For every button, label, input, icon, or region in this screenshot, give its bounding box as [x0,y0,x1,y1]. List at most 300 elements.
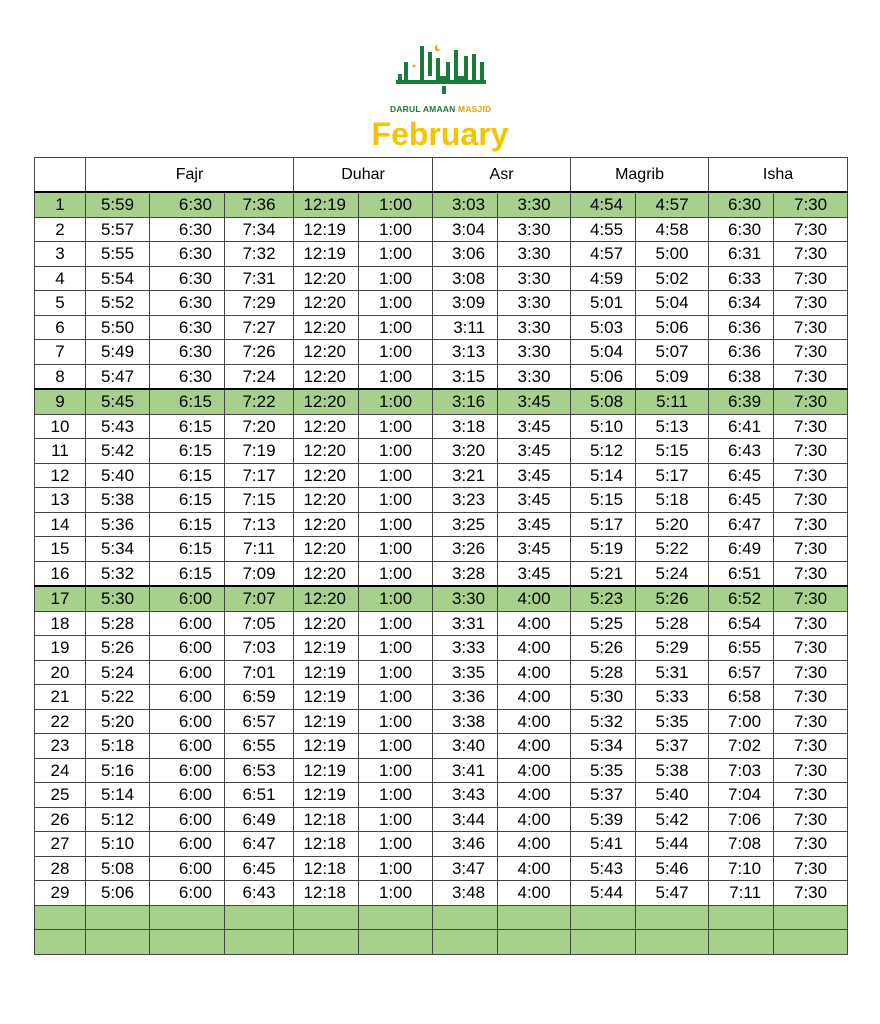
cell-day: 3 [35,242,86,267]
cell-duhar-1: 12:20 [294,512,359,537]
cell-fajr-1: 5:14 [86,783,150,808]
empty-cell [225,930,294,955]
cell-magrib-1: 5:28 [571,660,636,685]
cell-magrib-1: 5:34 [571,734,636,759]
cell-magrib-2: 5:46 [636,856,709,881]
cell-magrib-1: 5:26 [571,636,636,661]
header-magrib: Magrib [571,158,709,193]
cell-fajr-2: 6:30 [150,242,225,267]
cell-asr-1: 3:36 [433,685,498,710]
cell-isha-2: 7:30 [774,463,848,488]
cell-day: 12 [35,463,86,488]
cell-fajr-3: 6:53 [225,758,294,783]
cell-duhar-1: 12:20 [294,611,359,636]
table-row [35,856,848,881]
cell-isha-1: 6:41 [709,414,774,439]
cell-asr-1: 3:33 [433,636,498,661]
table-row [35,586,848,611]
cell-magrib-1: 5:32 [571,709,636,734]
cell-asr-2: 3:30 [498,266,571,291]
cell-asr-2: 3:30 [498,192,571,217]
cell-magrib-1: 5:30 [571,685,636,710]
cell-duhar-2: 1:00 [359,537,433,562]
empty-cell [636,905,709,930]
cell-isha-2: 7:30 [774,611,848,636]
cell-isha-1: 7:10 [709,856,774,881]
cell-duhar-2: 1:00 [359,611,433,636]
cell-fajr-1: 5:47 [86,364,150,389]
table-row [35,709,848,734]
cell-asr-1: 3:13 [433,340,498,365]
cell-magrib-1: 5:39 [571,807,636,832]
cell-magrib-2: 4:58 [636,217,709,242]
cell-isha-2: 7:30 [774,340,848,365]
cell-asr-2: 4:00 [498,881,571,906]
cell-fajr-3: 7:31 [225,266,294,291]
cell-duhar-1: 12:20 [294,488,359,513]
header-isha: Isha [709,158,848,193]
table-row [35,758,848,783]
cell-asr-1: 3:35 [433,660,498,685]
cell-fajr-2: 6:30 [150,192,225,217]
cell-asr-1: 3:09 [433,291,498,316]
table-row [35,266,848,291]
cell-fajr-1: 5:28 [86,611,150,636]
cell-isha-2: 7:30 [774,709,848,734]
masjid-logo [390,40,490,115]
cell-isha-2: 7:30 [774,192,848,217]
cell-duhar-2: 1:00 [359,192,433,217]
cell-isha-2: 7:30 [774,636,848,661]
empty-cell [35,930,86,955]
cell-fajr-3: 7:36 [225,192,294,217]
cell-fajr-3: 7:32 [225,242,294,267]
empty-cell [294,905,359,930]
cell-asr-2: 3:45 [498,463,571,488]
empty-cell [774,930,848,955]
cell-isha-1: 6:33 [709,266,774,291]
cell-magrib-2: 5:33 [636,685,709,710]
cell-asr-1: 3:46 [433,832,498,857]
month-title: February [371,116,509,152]
cell-asr-2: 4:00 [498,709,571,734]
cell-magrib-1: 5:35 [571,758,636,783]
cell-fajr-1: 5:10 [86,832,150,857]
table-row [35,389,848,414]
cell-isha-2: 7:30 [774,807,848,832]
header-duhar: Duhar [294,158,433,193]
cell-isha-2: 7:30 [774,561,848,586]
empty-cell [774,905,848,930]
empty-cell [359,930,433,955]
cell-isha-1: 6:52 [709,586,774,611]
cell-isha-1: 6:57 [709,660,774,685]
cell-magrib-1: 5:41 [571,832,636,857]
table-row [35,537,848,562]
cell-day: 28 [35,856,86,881]
cell-isha-2: 7:30 [774,389,848,414]
cell-asr-1: 3:06 [433,242,498,267]
cell-duhar-1: 12:18 [294,832,359,857]
cell-asr-1: 3:26 [433,537,498,562]
cell-day: 21 [35,685,86,710]
cell-isha-2: 7:30 [774,685,848,710]
cell-duhar-1: 12:18 [294,807,359,832]
logo-caption-part2: MASJID [458,104,492,114]
cell-duhar-2: 1:00 [359,439,433,464]
table-row [35,561,848,586]
cell-asr-1: 3:11 [433,315,498,340]
cell-fajr-2: 6:00 [150,758,225,783]
cell-magrib-2: 5:37 [636,734,709,759]
cell-duhar-1: 12:19 [294,685,359,710]
cell-fajr-3: 7:11 [225,537,294,562]
cell-isha-1: 6:36 [709,340,774,365]
empty-cell [498,905,571,930]
cell-asr-1: 3:30 [433,586,498,611]
cell-magrib-1: 5:14 [571,463,636,488]
cell-magrib-2: 5:22 [636,537,709,562]
cell-magrib-1: 4:57 [571,242,636,267]
cell-day: 6 [35,315,86,340]
cell-isha-1: 6:38 [709,364,774,389]
cell-fajr-2: 6:00 [150,832,225,857]
cell-duhar-2: 1:00 [359,685,433,710]
cell-fajr-3: 7:09 [225,561,294,586]
cell-fajr-2: 6:00 [150,586,225,611]
cell-magrib-2: 5:35 [636,709,709,734]
cell-day: 26 [35,807,86,832]
cell-isha-1: 6:43 [709,439,774,464]
cell-asr-2: 4:00 [498,611,571,636]
cell-duhar-2: 1:00 [359,291,433,316]
logo-caption [390,104,490,114]
cell-asr-2: 3:30 [498,315,571,340]
cell-asr-1: 3:16 [433,389,498,414]
cell-fajr-1: 5:42 [86,439,150,464]
cell-day: 29 [35,881,86,906]
cell-fajr-1: 5:26 [86,636,150,661]
cell-fajr-1: 5:30 [86,586,150,611]
cell-fajr-3: 7:27 [225,315,294,340]
cell-asr-1: 3:25 [433,512,498,537]
table-row [35,512,848,537]
cell-fajr-3: 7:24 [225,364,294,389]
table-row [35,217,848,242]
cell-asr-1: 3:38 [433,709,498,734]
cell-asr-1: 3:08 [433,266,498,291]
cell-fajr-1: 5:40 [86,463,150,488]
cell-fajr-2: 6:00 [150,734,225,759]
cell-fajr-1: 5:08 [86,856,150,881]
cell-magrib-2: 5:31 [636,660,709,685]
table-row [35,364,848,389]
cell-duhar-1: 12:19 [294,783,359,808]
cell-asr-1: 3:23 [433,488,498,513]
cell-fajr-3: 6:51 [225,783,294,808]
cell-duhar-1: 12:20 [294,439,359,464]
empty-cell [35,905,86,930]
cell-magrib-1: 5:15 [571,488,636,513]
cell-fajr-1: 5:36 [86,512,150,537]
cell-asr-1: 3:03 [433,192,498,217]
cell-duhar-2: 1:00 [359,315,433,340]
cell-magrib-1: 5:43 [571,856,636,881]
cell-asr-1: 3:48 [433,881,498,906]
cell-asr-2: 3:30 [498,364,571,389]
cell-duhar-2: 1:00 [359,832,433,857]
cell-day: 2 [35,217,86,242]
table-row [35,783,848,808]
table-row [35,611,848,636]
cell-duhar-1: 12:19 [294,734,359,759]
cell-duhar-1: 12:19 [294,660,359,685]
cell-asr-1: 3:20 [433,439,498,464]
cell-magrib-2: 5:28 [636,611,709,636]
cell-isha-1: 6:30 [709,217,774,242]
cell-fajr-3: 7:19 [225,439,294,464]
cell-duhar-2: 1:00 [359,758,433,783]
cell-isha-1: 6:31 [709,242,774,267]
cell-duhar-2: 1:00 [359,488,433,513]
cell-fajr-3: 6:59 [225,685,294,710]
cell-isha-2: 7:30 [774,315,848,340]
cell-duhar-2: 1:00 [359,636,433,661]
cell-asr-2: 3:45 [498,414,571,439]
cell-fajr-2: 6:30 [150,291,225,316]
cell-isha-1: 6:39 [709,389,774,414]
cell-duhar-2: 1:00 [359,660,433,685]
cell-magrib-1: 4:55 [571,217,636,242]
cell-asr-2: 4:00 [498,586,571,611]
mosque-logo-icon [390,40,490,104]
cell-fajr-1: 5:32 [86,561,150,586]
cell-asr-2: 4:00 [498,685,571,710]
empty-row [35,930,848,955]
cell-magrib-2: 5:40 [636,783,709,808]
empty-cell [150,930,225,955]
cell-isha-1: 6:55 [709,636,774,661]
empty-cell [359,905,433,930]
cell-magrib-2: 4:57 [636,192,709,217]
cell-asr-1: 3:40 [433,734,498,759]
cell-day: 20 [35,660,86,685]
cell-isha-1: 7:02 [709,734,774,759]
cell-fajr-2: 6:30 [150,340,225,365]
cell-duhar-1: 12:18 [294,881,359,906]
cell-magrib-2: 5:29 [636,636,709,661]
cell-fajr-3: 7:17 [225,463,294,488]
table-row [35,685,848,710]
cell-duhar-2: 1:00 [359,242,433,267]
cell-fajr-1: 5:38 [86,488,150,513]
cell-fajr-2: 6:30 [150,364,225,389]
cell-fajr-3: 6:47 [225,832,294,857]
cell-fajr-1: 5:52 [86,291,150,316]
cell-fajr-2: 6:15 [150,414,225,439]
cell-isha-2: 7:30 [774,660,848,685]
cell-duhar-2: 1:00 [359,266,433,291]
cell-isha-1: 6:58 [709,685,774,710]
cell-magrib-2: 5:15 [636,439,709,464]
cell-asr-2: 3:30 [498,340,571,365]
cell-isha-2: 7:30 [774,414,848,439]
cell-isha-2: 7:30 [774,832,848,857]
cell-fajr-2: 6:15 [150,389,225,414]
cell-asr-2: 3:45 [498,561,571,586]
table-row [35,192,848,217]
cell-duhar-2: 1:00 [359,586,433,611]
cell-duhar-1: 12:20 [294,561,359,586]
cell-fajr-2: 6:15 [150,488,225,513]
cell-isha-2: 7:30 [774,586,848,611]
cell-day: 8 [35,364,86,389]
table-row [35,242,848,267]
cell-isha-2: 7:30 [774,537,848,562]
table-row [35,832,848,857]
cell-isha-1: 7:08 [709,832,774,857]
empty-cell [498,930,571,955]
cell-fajr-1: 5:24 [86,660,150,685]
cell-fajr-2: 6:00 [150,783,225,808]
cell-fajr-2: 6:30 [150,315,225,340]
cell-day: 22 [35,709,86,734]
cell-day: 24 [35,758,86,783]
cell-fajr-1: 5:12 [86,807,150,832]
cell-magrib-2: 5:06 [636,315,709,340]
cell-fajr-1: 5:49 [86,340,150,365]
table-row [35,315,848,340]
cell-duhar-1: 12:20 [294,266,359,291]
cell-magrib-1: 5:01 [571,291,636,316]
cell-fajr-3: 7:05 [225,611,294,636]
cell-fajr-1: 5:16 [86,758,150,783]
table-row [35,414,848,439]
cell-isha-1: 6:30 [709,192,774,217]
cell-magrib-2: 5:13 [636,414,709,439]
cell-magrib-2: 5:24 [636,561,709,586]
cell-fajr-3: 7:29 [225,291,294,316]
cell-duhar-1: 12:20 [294,586,359,611]
cell-fajr-2: 6:00 [150,685,225,710]
cell-fajr-3: 7:07 [225,586,294,611]
cell-fajr-3: 7:26 [225,340,294,365]
cell-magrib-1: 5:44 [571,881,636,906]
cell-asr-2: 3:45 [498,512,571,537]
cell-duhar-1: 12:20 [294,315,359,340]
empty-cell [571,930,636,955]
cell-asr-1: 3:41 [433,758,498,783]
table-row [35,636,848,661]
cell-duhar-1: 12:19 [294,709,359,734]
cell-fajr-3: 7:13 [225,512,294,537]
empty-cell [433,905,498,930]
cell-isha-2: 7:30 [774,217,848,242]
cell-isha-2: 7:30 [774,242,848,267]
cell-day: 10 [35,414,86,439]
cell-asr-2: 3:45 [498,537,571,562]
cell-day: 25 [35,783,86,808]
cell-magrib-1: 5:08 [571,389,636,414]
cell-fajr-2: 6:15 [150,463,225,488]
cell-magrib-2: 5:44 [636,832,709,857]
cell-fajr-2: 6:00 [150,881,225,906]
cell-asr-2: 3:45 [498,389,571,414]
cell-isha-2: 7:30 [774,291,848,316]
cell-asr-1: 3:43 [433,783,498,808]
cell-duhar-1: 12:20 [294,389,359,414]
cell-fajr-3: 7:03 [225,636,294,661]
cell-magrib-1: 5:06 [571,364,636,389]
cell-isha-2: 7:30 [774,488,848,513]
empty-cell [86,930,150,955]
cell-fajr-1: 5:54 [86,266,150,291]
cell-asr-2: 3:30 [498,242,571,267]
cell-fajr-1: 5:43 [86,414,150,439]
cell-day: 19 [35,636,86,661]
cell-magrib-2: 5:47 [636,881,709,906]
cell-duhar-2: 1:00 [359,783,433,808]
cell-duhar-1: 12:18 [294,856,359,881]
cell-isha-2: 7:30 [774,266,848,291]
cell-magrib-2: 5:04 [636,291,709,316]
cell-asr-2: 3:45 [498,439,571,464]
cell-magrib-1: 5:23 [571,586,636,611]
cell-fajr-3: 7:15 [225,488,294,513]
cell-duhar-2: 1:00 [359,340,433,365]
cell-magrib-2: 5:38 [636,758,709,783]
cell-asr-2: 3:30 [498,217,571,242]
cell-magrib-1: 5:21 [571,561,636,586]
table-row [35,734,848,759]
cell-duhar-2: 1:00 [359,414,433,439]
header-asr: Asr [433,158,571,193]
cell-asr-1: 3:44 [433,807,498,832]
cell-duhar-2: 1:00 [359,217,433,242]
cell-isha-1: 6:51 [709,561,774,586]
cell-duhar-2: 1:00 [359,463,433,488]
cell-day: 18 [35,611,86,636]
table-row [35,660,848,685]
cell-asr-2: 4:00 [498,660,571,685]
cell-isha-1: 7:04 [709,783,774,808]
cell-magrib-1: 4:54 [571,192,636,217]
cell-magrib-1: 5:37 [571,783,636,808]
cell-duhar-2: 1:00 [359,512,433,537]
cell-asr-2: 3:45 [498,488,571,513]
cell-asr-2: 4:00 [498,636,571,661]
cell-fajr-2: 6:00 [150,636,225,661]
cell-magrib-1: 5:12 [571,439,636,464]
cell-fajr-2: 6:00 [150,709,225,734]
cell-isha-1: 7:03 [709,758,774,783]
empty-cell [433,930,498,955]
empty-cell [150,905,225,930]
cell-asr-1: 3:28 [433,561,498,586]
cell-magrib-2: 5:17 [636,463,709,488]
cell-magrib-1: 5:17 [571,512,636,537]
cell-isha-2: 7:30 [774,758,848,783]
cell-duhar-2: 1:00 [359,709,433,734]
cell-fajr-2: 6:15 [150,512,225,537]
cell-duhar-1: 12:20 [294,291,359,316]
cell-isha-2: 7:30 [774,512,848,537]
cell-fajr-2: 6:00 [150,611,225,636]
cell-magrib-2: 5:18 [636,488,709,513]
cell-duhar-2: 1:00 [359,881,433,906]
cell-fajr-1: 5:18 [86,734,150,759]
logo-caption-part1: DARUL AMAAN [390,104,456,114]
